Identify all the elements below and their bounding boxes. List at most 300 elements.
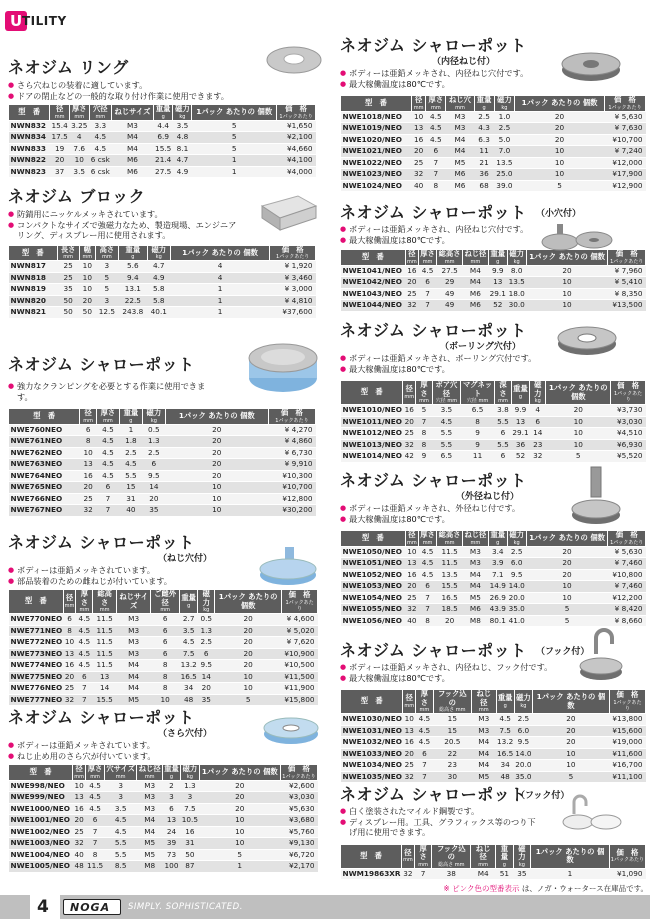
block-magnet-image	[258, 192, 320, 232]
table-cell: 20	[411, 146, 425, 158]
table-header	[9, 245, 316, 261]
table-cell: 10	[411, 111, 425, 123]
table-cell: M4	[463, 569, 489, 581]
table-header	[9, 409, 316, 425]
table-cell: 25	[407, 592, 417, 602]
table-cell: 20	[165, 436, 268, 448]
table-cell: 25	[404, 760, 414, 769]
table-row	[341, 604, 646, 616]
table-cell: 4.5	[86, 803, 105, 815]
table-cell: 8	[86, 849, 105, 861]
column-header: 1パック あたりの 個数	[515, 96, 605, 112]
table-cell: 48	[74, 861, 84, 870]
table-cell: ¥ 4,600	[282, 614, 318, 626]
table-cell: M3	[472, 714, 497, 726]
table-cell: M3	[472, 725, 497, 737]
spec-table	[340, 95, 646, 192]
table-cell: 20	[165, 447, 268, 459]
table-cell: 6	[151, 648, 180, 660]
table-cell: M4	[112, 132, 154, 144]
table-cell: 51	[496, 868, 514, 880]
column-header: 型 番	[341, 844, 402, 868]
column-header: 幅 mm	[79, 245, 95, 261]
table-row	[341, 277, 646, 289]
table-cell: M3	[463, 546, 489, 558]
table-cell: 11.5	[93, 660, 117, 672]
table-row	[341, 428, 646, 440]
table-cell: 48	[496, 771, 514, 783]
table-cell: 6	[151, 625, 180, 637]
table-cell: 3.5	[173, 120, 192, 132]
table-cell: 25	[80, 493, 97, 505]
table-cell: 4.5	[432, 416, 460, 428]
column-header: 型 番	[9, 105, 50, 121]
model-number: NWN834	[9, 132, 50, 144]
table-cell: 10	[215, 683, 282, 695]
table-cell: 10	[404, 714, 414, 723]
column-header: 重量 g	[496, 690, 514, 714]
table-cell: 18.5	[437, 604, 463, 616]
table-cell: ¥6,930	[611, 439, 646, 451]
column-header: 1パック あたりの 個数	[199, 765, 280, 781]
table-cell: ¥ 7,460	[608, 581, 646, 593]
table-cell: 38	[432, 868, 471, 880]
table-cell: 2.5	[142, 447, 165, 459]
table-cell: 32	[404, 771, 414, 781]
table-cell: 4.9	[147, 272, 170, 284]
bullet: ● 最大稼働温度は80℃です。	[340, 235, 648, 246]
table-cell: 32	[407, 300, 417, 309]
table-cell: ¥10,500	[282, 660, 318, 672]
table-row	[9, 155, 316, 167]
ring-magnet-image	[265, 45, 323, 75]
table-cell: 6.0	[514, 725, 532, 737]
table-cell: 4.5	[119, 459, 142, 471]
table-cell: 4.5	[76, 614, 93, 626]
table-row	[9, 838, 318, 850]
table-cell: 30.0	[508, 300, 525, 309]
table-cell: M6	[463, 604, 489, 616]
column-header: 重量 g	[153, 105, 173, 121]
table-cell: 10	[165, 505, 268, 517]
column-header: 径 mm	[74, 764, 85, 780]
table-cell: ¥5,760	[280, 826, 317, 838]
table-cell: 6	[162, 803, 180, 815]
model-number: NWE1012/NEO	[342, 428, 402, 437]
table-cell: 39.0	[494, 180, 515, 192]
table-cell: 7	[416, 771, 433, 783]
table-row	[341, 157, 646, 169]
bore-pot-image	[556, 318, 618, 358]
bullet: ● 防錆用にニッケルメッキされています。	[8, 209, 238, 220]
model-number: NWE1001/NEO	[9, 815, 73, 827]
table-cell: 32	[403, 868, 413, 878]
model-number: NWE1010/NEO	[342, 405, 402, 414]
table-cell: 20	[533, 714, 610, 726]
model-number: NWE1034/NEO	[342, 760, 402, 769]
table-cell: ¥9,130	[280, 838, 317, 850]
table-cell: 14.0	[515, 748, 532, 758]
table-row	[9, 470, 316, 482]
table-cell: 52	[511, 451, 529, 463]
column-header: 磁力 kg	[173, 105, 192, 121]
model-number: NWE1024/NEO	[341, 180, 412, 192]
table-cell: M5	[137, 838, 163, 850]
table-row	[9, 694, 318, 706]
table-cell: ¥ 3,000	[270, 284, 316, 296]
table-cell: M6	[463, 300, 489, 312]
column-header: 型 番	[9, 245, 58, 261]
model-number: NWE1002/NEO	[9, 826, 73, 838]
column-header: 径 mm	[406, 249, 417, 265]
table-cell: 40	[119, 505, 142, 517]
table-cell: 20	[515, 134, 605, 146]
table-cell: 32	[407, 604, 417, 613]
column-header: フック込の 総高さ mm	[433, 690, 471, 714]
table-row	[9, 505, 316, 517]
table-cell: 16	[74, 803, 84, 813]
table-cell: 48	[180, 694, 198, 706]
table-cell: 16.5	[180, 671, 197, 681]
spec-table	[8, 245, 316, 319]
section-subtitle: （内径ねじ付）	[432, 57, 496, 67]
spec-table	[8, 764, 318, 873]
column-header: 価 格 1パックあたり	[609, 844, 645, 868]
table-cell: 10	[74, 780, 84, 790]
section-subtitle: （さら穴付）	[158, 729, 213, 739]
bullet: ● 白く塗装されたマイルド鋼製です。	[340, 806, 540, 817]
table-cell: M4	[112, 143, 154, 155]
table-cell: 5	[95, 272, 118, 284]
model-number: NWE1055/NEO	[341, 604, 406, 616]
table-cell: ¥ 4,860	[268, 436, 315, 448]
column-header: ねじ径 mm	[471, 844, 496, 868]
table-cell: ¥ 5,020	[282, 625, 318, 637]
table-cell: M4	[117, 660, 151, 672]
table-cell: ¥3,730	[611, 405, 646, 417]
column-header: ねじ径 mm	[464, 530, 487, 546]
table-cell: 6	[530, 416, 546, 428]
table-cell: 9	[461, 439, 495, 451]
table-cell: 4.7	[173, 155, 192, 167]
table-cell: 8	[416, 439, 433, 451]
table-cell: ¥3,030	[611, 416, 646, 428]
table-cell: 10	[526, 277, 608, 289]
table-cell: ¥6,720	[280, 849, 317, 861]
table-cell: 2.5	[507, 546, 526, 558]
table-cell: 20.0	[508, 592, 525, 602]
table-cell: 1	[199, 861, 280, 873]
table-cell: 22	[433, 748, 471, 760]
table-cell: 25	[404, 428, 414, 437]
column-header: 径 mm	[403, 381, 416, 405]
model-number: NWE1044/NEO	[341, 300, 406, 312]
table-cell: ¥ 4,810	[270, 295, 316, 307]
table-cell: ¥11,600	[609, 748, 645, 760]
table-cell: ¥ 5,630	[608, 546, 646, 558]
model-number: NWN832	[9, 120, 50, 132]
table-cell: 4.5	[416, 737, 433, 749]
table-cell: 32	[530, 451, 546, 463]
table-header	[341, 381, 646, 405]
table-cell: 5.5	[432, 428, 460, 440]
table-cell: 4.5	[426, 111, 446, 123]
table-cell: 31	[119, 493, 142, 505]
table-cell: M3	[117, 625, 151, 637]
table-cell: 20	[199, 792, 280, 804]
model-number: NWN821	[9, 307, 58, 319]
table-cell: 2	[162, 780, 180, 792]
table-cell: M3	[137, 780, 163, 792]
table-cell: 12.5	[95, 307, 118, 319]
table-cell: M6	[112, 155, 154, 167]
table-row	[9, 648, 318, 660]
table-cell: 6	[416, 748, 433, 760]
table-cell: 16.5	[497, 748, 514, 758]
table-cell: ¥ 7,460	[608, 558, 646, 570]
table-cell: 4.5	[418, 265, 436, 277]
column-header: ねじ穴 mm	[446, 96, 474, 112]
table-cell: 13	[162, 815, 180, 827]
section-subtitle: （ボーリング穴付）	[440, 342, 521, 352]
table-cell: 3.4	[488, 546, 507, 558]
model-number: NWN822	[9, 155, 50, 167]
table-row	[9, 849, 318, 861]
table-cell: 20	[526, 546, 608, 558]
model-number: NWE1031/NEO	[342, 725, 402, 735]
table-cell: 20	[74, 815, 84, 824]
table-cell: 7	[418, 592, 436, 604]
section-title: ネオジム シャローポット	[340, 36, 527, 55]
spec-table	[8, 104, 316, 178]
table-cell: 5	[515, 180, 605, 192]
table-cell: 13	[404, 725, 414, 735]
model-number: NWE1004/NEO	[9, 849, 73, 861]
table-cell: ¥16,700	[609, 760, 645, 772]
table-cell: ¥12,900	[604, 180, 645, 192]
table-cell: 11	[474, 146, 494, 158]
table-cell: 15.5	[93, 694, 117, 706]
column-header: ねじ径 mm	[472, 690, 497, 714]
table-cell: 32	[64, 694, 75, 704]
table-header	[9, 105, 316, 121]
model-number: NWE1041/NEO	[341, 265, 406, 277]
table-cell: 10	[515, 146, 605, 158]
table-cell: 7.1	[488, 569, 507, 581]
table-cell: 20	[199, 780, 280, 792]
screw-pot-image	[258, 545, 318, 587]
table-row	[341, 725, 646, 737]
bullet: ● ドアの閉止などの一般的な取り付け作業に使用できます。	[8, 91, 318, 102]
table-cell: 3	[162, 792, 180, 804]
table-cell: 16	[404, 737, 414, 746]
table-cell: 15.5	[437, 581, 463, 593]
table-cell: 4.5	[96, 470, 119, 482]
table-cell: 15.5	[155, 143, 172, 153]
table-row	[9, 660, 318, 672]
bullet: ● 強力なクランピングを必要とする作業に使用できます。	[8, 381, 208, 402]
table-cell: 16	[407, 569, 417, 579]
table-cell: 21	[474, 157, 494, 169]
table-cell: 4.5	[418, 569, 436, 581]
table-cell: 10	[151, 694, 180, 706]
table-cell: 40	[407, 615, 417, 625]
bullet-list	[8, 209, 238, 241]
table-cell: 23	[433, 760, 471, 772]
table-row	[9, 614, 318, 626]
table-cell: ¥12,200	[608, 592, 646, 604]
table-cell: 20	[407, 277, 417, 286]
table-cell: 6 csk	[90, 166, 110, 176]
model-number: NWE763NEO	[9, 459, 80, 471]
column-header: 磁力 kg	[198, 590, 215, 614]
table-header	[9, 590, 318, 614]
column-header: 磁力 kg	[142, 409, 165, 425]
table-cell: 29.1	[489, 288, 506, 298]
table-cell: ¥17,900	[604, 169, 645, 181]
table-cell: 10	[533, 760, 610, 772]
table-cell: 0.5	[198, 614, 215, 626]
table-cell: 1	[170, 307, 270, 319]
table-cell: 9.5	[198, 660, 215, 672]
table-cell: 3.5	[69, 166, 89, 178]
table-cell: 37	[50, 166, 70, 178]
table-cell: 13	[64, 648, 75, 658]
table-cell: 4	[170, 272, 270, 284]
table-row	[9, 826, 318, 838]
table-cell: 10	[79, 272, 95, 284]
column-header: 価 格 1パックあたり	[277, 105, 316, 121]
model-number: NWE761NEO	[9, 436, 80, 448]
table-cell: 16.5	[437, 592, 463, 604]
table-cell: 9.9	[511, 405, 529, 417]
table-cell: 49	[437, 288, 463, 300]
table-cell: 29.1	[512, 428, 529, 437]
table-cell: 8.1	[173, 143, 192, 155]
table-cell: 15	[433, 714, 471, 726]
table-cell: ¥5,520	[611, 451, 646, 463]
table-cell: 10	[515, 157, 605, 169]
table-cell: 20	[215, 648, 282, 660]
table-row	[341, 439, 646, 451]
table-cell: 4.8	[173, 132, 192, 144]
table-cell: 8	[80, 436, 97, 448]
table-cell: 7.0	[494, 146, 515, 158]
bullet-list	[340, 806, 540, 838]
table-cell: 14	[530, 428, 546, 440]
model-number: NWE1030/NEO	[342, 714, 402, 723]
table-cell: M3	[446, 123, 474, 135]
table-cell: 5.5	[104, 849, 136, 861]
table-cell: M3	[117, 614, 151, 626]
table-cell: 6	[76, 671, 93, 683]
table-cell: 7	[414, 868, 432, 880]
table-cell: ¥13,800	[609, 714, 645, 726]
table-row	[341, 760, 646, 772]
table-cell: 4.9	[173, 166, 192, 178]
column-header: 重量 g	[180, 590, 198, 614]
table-cell: M4	[472, 760, 497, 772]
column-header: 厚さ mm	[416, 381, 433, 405]
model-number: NWN823	[9, 166, 50, 178]
table-cell: 9	[461, 428, 495, 440]
table-cell: 9.5	[514, 737, 532, 749]
table-cell: 11.5	[93, 648, 117, 660]
table-cell: 4.5	[418, 546, 436, 558]
hook-pot-image	[578, 626, 624, 684]
table-cell: M3	[446, 111, 474, 123]
table-cell: 10	[546, 428, 611, 440]
column-header: 径 mm	[80, 409, 97, 425]
table-cell: M3	[137, 792, 163, 804]
table-row	[9, 120, 316, 132]
table-cell: ¥4,100	[277, 155, 316, 167]
table-cell: 5.5	[495, 439, 512, 451]
table-cell: ¥ 7,240	[604, 146, 645, 158]
column-header: 磁力 kg	[181, 765, 200, 781]
table-cell: M4	[463, 277, 489, 289]
table-cell: 4.5	[426, 123, 446, 135]
logo-text: NOGA	[70, 901, 111, 914]
table-cell: 6	[63, 614, 76, 626]
table-cell: 5	[192, 143, 277, 155]
table-cell: 9.5	[142, 470, 165, 482]
table-cell: 2.7	[180, 614, 198, 626]
table-cell: 7	[86, 838, 105, 850]
model-number: NWE1014/NEO	[342, 451, 402, 460]
table-cell: 20	[546, 405, 611, 417]
model-number: NWN817	[9, 261, 58, 273]
model-number: NWE1011/NEO	[342, 416, 402, 426]
column-header: 磁力 kg	[530, 381, 546, 405]
table-row	[341, 416, 646, 428]
table-cell: 5	[95, 284, 118, 296]
table-cell: 25	[411, 157, 425, 169]
table-cell: 10	[79, 261, 95, 273]
column-header: 厚さ mm	[96, 409, 119, 425]
table-row	[9, 792, 318, 804]
table-cell: 1	[170, 284, 270, 296]
table-row	[9, 671, 318, 683]
table-cell: M6	[463, 288, 489, 300]
column-header: 型 番	[341, 531, 406, 547]
footer-slogan: SIMPLY. SOPHISTICATED.	[128, 902, 243, 912]
table-cell: ¥2,100	[277, 132, 316, 144]
section-title: ネオジム シャローポット	[340, 471, 527, 490]
column-header: 価 格 1パックあたり	[609, 690, 645, 714]
table-cell: 4.5	[426, 134, 446, 146]
table-cell: 5.5	[432, 439, 460, 451]
table-cell: 6	[495, 428, 512, 440]
table-cell: 10	[526, 581, 608, 593]
table-cell: 5	[416, 405, 433, 417]
table-row	[341, 748, 646, 760]
table-cell: 42	[404, 451, 414, 460]
table-cell: 4.5	[76, 648, 93, 660]
table-cell: 15	[433, 725, 471, 737]
table-cell: 7	[76, 694, 93, 706]
table-cell: 6.0	[507, 558, 526, 570]
table-cell: 4.5	[76, 660, 93, 672]
model-number: NWM19863XR	[342, 868, 401, 878]
column-header: 型 番	[9, 765, 73, 781]
table-cell: 11.5	[86, 861, 104, 870]
table-row	[341, 558, 646, 570]
table-cell: ¥ 5,410	[608, 277, 646, 289]
table-cell: 8.0	[507, 265, 526, 277]
column-header: 径 mm	[406, 530, 417, 546]
table-cell: ¥ 8,420	[608, 604, 646, 616]
